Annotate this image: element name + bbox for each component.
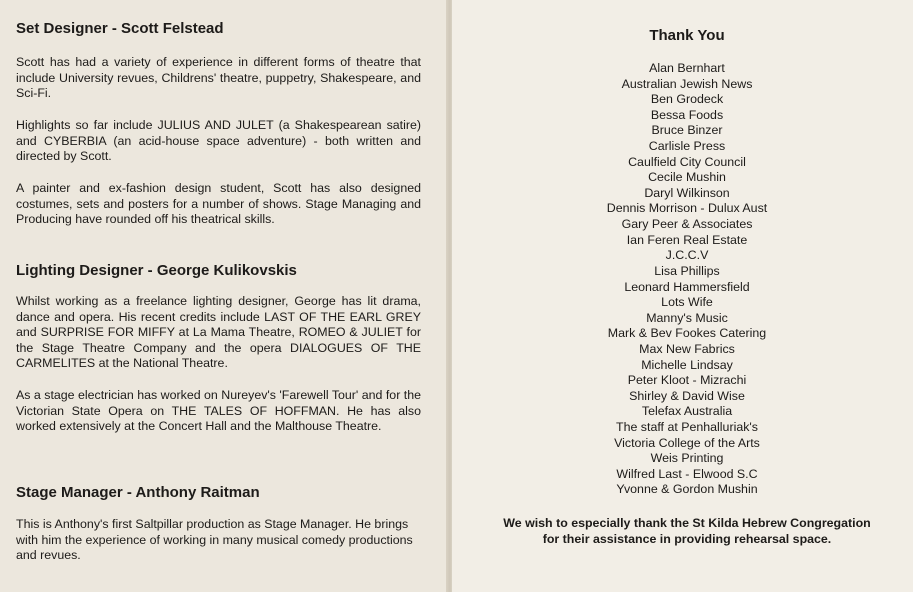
thanks-item: Weis Printing — [650, 451, 724, 466]
set-designer-heading: Set Designer - Scott Felstead — [16, 20, 224, 37]
right-page — [452, 0, 913, 592]
thanks-item: Peter Kloot - Mizrachi — [627, 373, 747, 388]
closing-note-line-1: We wish to especially thank the St Kilda Hebrew Congregation — [503, 516, 871, 530]
lighting-designer-para-1: Whilst working as a freelance lighting designer, George has lit drama, dance and opera. His recent credits include LAST OF THE EARL GREY and SURPRISE FOR MIFFY at La Mama Theatre, ROMEO & JULIET for the Stage Theatre Company and the opera DIALOGUES OF THE CARMELITES at the National Theatre. — [16, 294, 421, 371]
thanks-item: Alan Bernhart — [649, 61, 725, 75]
thanks-item: Bessa Foods — [650, 107, 724, 122]
thanks-item: Ben Grodeck — [650, 92, 724, 107]
thanks-item: Ian Feren Real Estate — [626, 232, 748, 247]
thanks-item: J.C.C.V — [665, 248, 709, 263]
thanks-item: The staff at Penhalluriak's — [616, 420, 758, 435]
thanks-item: Michelle Lindsay — [641, 357, 733, 372]
thank-you-title: Thank You — [649, 27, 725, 44]
lighting-designer-heading: Lighting Designer - George Kulikovskis — [16, 262, 297, 279]
thanks-item: Shirley & David Wise — [629, 388, 745, 403]
stage-manager-para: This is Anthony's first Saltpillar production as Stage Manager. He brings with him the experience of working in many musical comedy productions and revues. — [16, 517, 413, 563]
thanks-item: Bruce Binzer — [651, 123, 723, 138]
thanks-item: Lisa Phillips — [654, 263, 720, 278]
thanks-item: Dennis Morrison - Dulux Aust — [606, 201, 768, 216]
closing-note — [452, 515, 913, 547]
set-designer-para-3: A painter and ex-fashion design student, Scott has also designed costumes, sets and posters for a number of shows. Stage Managing and Producing have rounded off his theatrical skills. — [16, 181, 421, 227]
stage-manager-heading: Stage Manager - Anthony Raitman — [16, 484, 260, 501]
thanks-item: Caulfield City Council — [628, 154, 746, 169]
thanks-item: Carlisle Press — [648, 139, 726, 154]
thanks-item: Gary Peer & Associates — [621, 217, 753, 232]
thanks-item: Yvonne & Gordon Mushin — [616, 482, 758, 497]
thanks-item: Telefax Australia — [641, 404, 733, 419]
thanks-item: Cecile Mushin — [648, 170, 726, 185]
thanks-item: Max New Fabrics — [639, 341, 735, 356]
thanks-item: Leonard Hammersfield — [624, 279, 750, 294]
thanks-item: Mark & Bev Fookes Catering — [607, 326, 767, 341]
thank-you-list — [452, 61, 913, 498]
thanks-item: Lots Wife — [661, 295, 713, 310]
closing-note-line-2: for their assistance in providing rehearsal space. — [542, 532, 832, 546]
thanks-item: Victoria College of the Arts — [614, 435, 760, 450]
set-designer-para-2: Highlights so far include JULIUS AND JULET (a Shakespearean satire) and CYBERBIA (an acid-house space adventure) - both written and directed by Scott. — [16, 118, 421, 164]
lighting-designer-para-2: As a stage electrician has worked on Nureyev's 'Farewell Tour' and for the Victorian State Opera on THE TALES OF HOFFMAN. He has also worked extensively at the Concert Hall and the Malthouse Theatre. — [16, 388, 421, 434]
left-page — [0, 0, 448, 592]
thanks-item: Australian Jewish News — [621, 76, 753, 91]
thanks-item: Manny's Music — [646, 310, 728, 325]
set-designer-para-1: Scott has had a variety of experience in different forms of theatre that include University revues, Childrens' theatre, puppetry, Shakespeare, and Sci-Fi. — [16, 55, 421, 101]
thanks-item: Wilfred Last - Elwood S.C — [616, 466, 758, 481]
thanks-item: Daryl Wilkinson — [644, 185, 730, 200]
